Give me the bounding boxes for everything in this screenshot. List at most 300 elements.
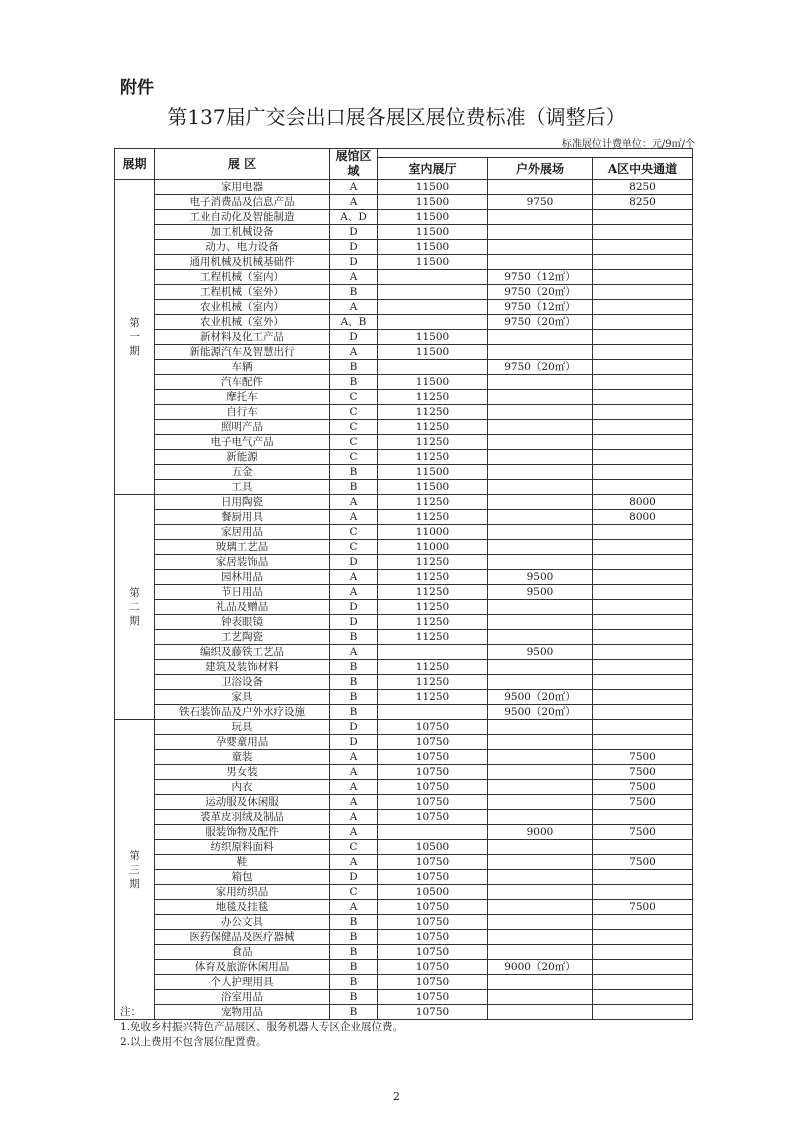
a-channel-fee-cell [593,300,693,315]
outdoor-fee-cell [488,390,593,405]
indoor-fee-cell: 11500 [378,480,488,495]
hall-cell: A [330,780,378,795]
a-channel-fee-cell [593,975,693,990]
zone-cell: 玻璃工艺品 [155,540,330,555]
indoor-fee-cell [378,285,488,300]
indoor-fee-cell: 11250 [378,420,488,435]
a-channel-fee-cell [593,585,693,600]
a-channel-fee-cell [593,360,693,375]
phase-label-char: 第 [129,317,140,329]
hall-cell: A [330,495,378,510]
table-row [115,570,693,585]
phase-label-char: 一 [129,331,140,343]
hall-cell: D [330,735,378,750]
outdoor-fee-cell [488,225,593,240]
a-channel-fee-cell [593,915,693,930]
a-channel-fee-cell [593,210,693,225]
zone-cell: 浴室用品 [155,990,330,1005]
hall-cell: A [330,300,378,315]
indoor-fee-cell: 10750 [378,990,488,1005]
table-row [115,465,693,480]
indoor-fee-cell: 11500 [378,210,488,225]
table-row [115,195,693,210]
a-channel-fee-cell [593,720,693,735]
a-channel-fee-cell: 8250 [593,180,693,195]
hall-cell: D [330,225,378,240]
outdoor-fee-cell [488,345,593,360]
a-channel-fee-cell [593,255,693,270]
outdoor-fee-cell [488,180,593,195]
indoor-fee-cell [378,270,488,285]
hall-cell: B [330,285,378,300]
outdoor-fee-cell [488,330,593,345]
hall-cell: A [330,855,378,870]
outdoor-fee-cell [488,480,593,495]
table-row [115,420,693,435]
outdoor-fee-cell: 9500（20㎡） [488,690,593,705]
indoor-fee-cell: 10750 [378,720,488,735]
hall-cell: B [330,465,378,480]
indoor-fee-cell: 10750 [378,945,488,960]
hall-cell: C [330,420,378,435]
table-row [115,810,693,825]
hall-cell: B [330,705,378,720]
table-row [115,645,693,660]
zone-cell: 建筑及装饰材料 [155,660,330,675]
table-row [115,750,693,765]
a-channel-fee-cell: 7500 [593,750,693,765]
a-channel-fee-cell [593,330,693,345]
a-channel-fee-cell [593,345,693,360]
phase-label [115,495,155,720]
zone-cell: 农业机械（室内） [155,300,330,315]
table-row [115,825,693,840]
outdoor-fee-cell [488,915,593,930]
hall-cell: B [330,480,378,495]
table-row [115,330,693,345]
a-channel-fee-cell [593,285,693,300]
a-channel-fee-cell [593,390,693,405]
table-row [115,555,693,570]
a-channel-fee-cell [593,945,693,960]
zone-cell: 孕婴童用品 [155,735,330,750]
outdoor-fee-cell: 9500 [488,585,593,600]
phase-label-char: 二 [129,601,140,613]
hall-cell: B [330,375,378,390]
indoor-fee-cell: 11250 [378,690,488,705]
a-channel-fee-cell [593,450,693,465]
indoor-fee-cell [378,360,488,375]
outdoor-fee-cell: 9750 [488,195,593,210]
zone-cell: 五金 [155,465,330,480]
indoor-fee-cell: 11500 [378,195,488,210]
zone-cell: 工业自动化及智能制造 [155,210,330,225]
hall-cell: C [330,390,378,405]
hall-cell: B [330,630,378,645]
hall-cell: A [330,750,378,765]
outdoor-fee-cell [488,885,593,900]
hall-cell: A [330,765,378,780]
outdoor-fee-cell [488,975,593,990]
hall-cell: A [330,795,378,810]
indoor-fee-cell: 10750 [378,960,488,975]
zone-cell: 地毯及挂毯 [155,900,330,915]
outdoor-fee-cell [488,675,593,690]
outdoor-fee-cell [488,810,593,825]
a-channel-fee-cell [593,930,693,945]
a-channel-fee-cell [593,990,693,1005]
table-row [115,375,693,390]
a-channel-fee-cell [593,870,693,885]
indoor-fee-cell: 10750 [378,810,488,825]
zone-cell: 节日用品 [155,585,330,600]
outdoor-fee-cell [488,495,593,510]
outdoor-fee-cell: 9500 [488,570,593,585]
zone-cell: 摩托车 [155,390,330,405]
zone-cell: 裘革皮羽绒及制品 [155,810,330,825]
zone-cell: 车辆 [155,360,330,375]
hall-cell: C [330,840,378,855]
outdoor-fee-cell [488,765,593,780]
zone-cell: 电子消费品及信息产品 [155,195,330,210]
table-row [115,600,693,615]
zone-cell: 新能源汽车及智慧出行 [155,345,330,360]
zone-cell: 办公文具 [155,915,330,930]
hall-cell: C [330,540,378,555]
a-channel-fee-cell [593,420,693,435]
table-row [115,795,693,810]
a-channel-fee-cell: 7500 [593,765,693,780]
zone-cell: 通用机械及机械基础件 [155,255,330,270]
zone-cell: 动力、电力设备 [155,240,330,255]
page-title: 第137届广交会出口展各展区展位费标准（调整后） [167,105,626,129]
zone-cell: 体育及旅游休闲用品 [155,960,330,975]
outdoor-fee-cell: 9750（12㎡） [488,270,593,285]
hall-cell: B [330,960,378,975]
attachment-label: 附件 [120,78,154,98]
outdoor-fee-cell [488,855,593,870]
a-channel-fee-cell [593,810,693,825]
indoor-fee-cell: 10750 [378,975,488,990]
table-row [115,855,693,870]
indoor-fee-cell: 10750 [378,735,488,750]
a-channel-fee-cell [593,525,693,540]
indoor-fee-cell: 10750 [378,930,488,945]
a-channel-fee-cell [593,240,693,255]
table-row [115,480,693,495]
zone-cell: 卫浴设备 [155,675,330,690]
outdoor-fee-cell [488,210,593,225]
a-channel-fee-cell [593,735,693,750]
table-row [115,690,693,705]
zone-cell: 玩具 [155,720,330,735]
hall-cell: A [330,585,378,600]
table-row [115,360,693,375]
table-row [115,525,693,540]
notes [120,1005,403,1050]
hall-cell: C [330,885,378,900]
hall-cell: A [330,810,378,825]
indoor-fee-cell: 11250 [378,390,488,405]
table-row [115,585,693,600]
a-channel-fee-cell: 7500 [593,825,693,840]
header-spacer [378,149,693,158]
hall-cell: C [330,450,378,465]
table-row [115,240,693,255]
outdoor-fee-cell [488,510,593,525]
indoor-fee-cell: 10750 [378,750,488,765]
a-channel-fee-cell [593,885,693,900]
indoor-fee-cell: 10750 [378,1005,488,1020]
unit-note: 标准展位计费单位：元/9㎡/个 [561,139,695,150]
outdoor-fee-cell: 9000（20㎡） [488,960,593,975]
header-a-channel: A区中央通道 [593,158,693,180]
hall-cell: B [330,930,378,945]
zone-cell: 工具 [155,480,330,495]
zone-cell: 运动服及休闲服 [155,795,330,810]
outdoor-fee-cell [488,540,593,555]
a-channel-fee-cell [593,540,693,555]
phase-label-char: 第 [129,587,140,599]
phase-label-char: 三 [129,863,140,876]
zone-cell: 自行车 [155,405,330,420]
hall-cell: C [330,525,378,540]
a-channel-fee-cell [593,630,693,645]
a-channel-fee-cell [593,615,693,630]
table-row [115,510,693,525]
outdoor-fee-cell [488,630,593,645]
table-row [115,255,693,270]
indoor-fee-cell: 10500 [378,840,488,855]
zone-cell: 个人护理用具 [155,975,330,990]
zone-cell: 服装饰物及配件 [155,825,330,840]
table-row [115,885,693,900]
table-row [115,930,693,945]
table-row [115,975,693,990]
hall-cell: D [330,870,378,885]
hall-cell: C [330,435,378,450]
zone-cell: 家具 [155,690,330,705]
note-item: 1.免收乡村振兴特色产品展区、服务机器人专区企业展位费。 [120,1021,404,1033]
indoor-fee-cell: 11250 [378,630,488,645]
hall-cell: B [330,975,378,990]
indoor-fee-cell [378,705,488,720]
hall-cell: B [330,660,378,675]
indoor-fee-cell: 11250 [378,675,488,690]
hall-cell: A [330,645,378,660]
outdoor-fee-cell [488,795,593,810]
table-row [115,990,693,1005]
outdoor-fee-cell [488,240,593,255]
table-row [115,345,693,360]
table-row [115,210,693,225]
a-channel-fee-cell [593,705,693,720]
zone-cell: 新能源 [155,450,330,465]
table-row [115,945,693,960]
hall-cell: A [330,825,378,840]
header-zone: 展 区 [155,149,330,180]
hall-cell: B [330,360,378,375]
outdoor-fee-cell [488,945,593,960]
hall-cell: A [330,180,378,195]
a-channel-fee-cell [593,840,693,855]
table-row [115,270,693,285]
outdoor-fee-cell [488,660,593,675]
outdoor-fee-cell [488,720,593,735]
phase-label [115,720,155,1020]
table-row [115,870,693,885]
table-row [115,315,693,330]
zone-cell: 日用陶瓷 [155,495,330,510]
table-row [115,765,693,780]
indoor-fee-cell: 11000 [378,525,488,540]
zone-cell: 钟表眼镜 [155,615,330,630]
hall-cell: D [330,330,378,345]
outdoor-fee-cell [488,900,593,915]
zone-cell: 餐厨用具 [155,510,330,525]
hall-cell: B [330,990,378,1005]
fee-table [114,148,693,1020]
outdoor-fee-cell: 9000 [488,825,593,840]
indoor-fee-cell: 11500 [378,180,488,195]
indoor-fee-cell: 11250 [378,615,488,630]
table-row [115,840,693,855]
a-channel-fee-cell [593,690,693,705]
hall-cell: B [330,690,378,705]
outdoor-fee-cell [488,525,593,540]
table-row [115,900,693,915]
a-channel-fee-cell [593,435,693,450]
a-channel-fee-cell: 8000 [593,495,693,510]
outdoor-fee-cell [488,750,593,765]
table-row [115,225,693,240]
zone-cell: 新材料及化工产品 [155,330,330,345]
indoor-fee-cell [378,825,488,840]
indoor-fee-cell: 11250 [378,660,488,675]
zone-cell: 家用电器 [155,180,330,195]
zone-cell: 工程机械（室外） [155,285,330,300]
a-channel-fee-cell [593,465,693,480]
table-row [115,735,693,750]
indoor-fee-cell: 10750 [378,855,488,870]
table-row [115,450,693,465]
indoor-fee-cell: 11250 [378,495,488,510]
a-channel-fee-cell [593,660,693,675]
hall-cell: B [330,945,378,960]
indoor-fee-cell: 10750 [378,795,488,810]
indoor-fee-cell: 11500 [378,225,488,240]
indoor-fee-cell: 11250 [378,435,488,450]
outdoor-fee-cell [488,600,593,615]
hall-cell: A、D [330,210,378,225]
indoor-fee-cell: 10500 [378,885,488,900]
table-row [115,960,693,975]
zone-cell: 家用纺织品 [155,885,330,900]
hall-cell: B [330,1005,378,1020]
fee-table-body [115,180,693,1020]
indoor-fee-cell: 11250 [378,450,488,465]
outdoor-fee-cell [488,405,593,420]
table-row [115,720,693,735]
indoor-fee-cell: 11250 [378,555,488,570]
outdoor-fee-cell [488,840,593,855]
a-channel-fee-cell [593,405,693,420]
hall-cell: D [330,600,378,615]
indoor-fee-cell: 10750 [378,765,488,780]
phase-label-char: 期 [129,615,140,627]
a-channel-fee-cell [593,375,693,390]
header-indoor: 室内展厅 [378,158,488,180]
a-channel-fee-cell [593,570,693,585]
table-row [115,705,693,720]
outdoor-fee-cell [488,435,593,450]
a-channel-fee-cell [593,645,693,660]
table-row [115,495,693,510]
outdoor-fee-cell: 9750（12㎡） [488,300,593,315]
indoor-fee-cell [378,315,488,330]
zone-cell: 园林用品 [155,570,330,585]
a-channel-fee-cell [593,600,693,615]
table-row [115,615,693,630]
indoor-fee-cell: 10750 [378,915,488,930]
table-row [115,915,693,930]
zone-cell: 照明产品 [155,420,330,435]
indoor-fee-cell: 11250 [378,570,488,585]
outdoor-fee-cell: 9750（20㎡） [488,360,593,375]
hall-cell: A [330,345,378,360]
hall-cell: A [330,270,378,285]
a-channel-fee-cell [593,1005,693,1020]
outdoor-fee-cell [488,255,593,270]
a-channel-fee-cell: 7500 [593,780,693,795]
table-row [115,285,693,300]
zone-cell: 汽车配件 [155,375,330,390]
zone-cell: 内衣 [155,780,330,795]
a-channel-fee-cell: 7500 [593,795,693,810]
phase-label-char: 第 [129,849,140,862]
zone-cell: 男女装 [155,765,330,780]
indoor-fee-cell: 11500 [378,465,488,480]
indoor-fee-cell: 11250 [378,405,488,420]
a-channel-fee-cell [593,270,693,285]
a-channel-fee-cell [593,675,693,690]
outdoor-fee-cell [488,870,593,885]
outdoor-fee-cell [488,990,593,1005]
table-row [115,780,693,795]
zone-cell: 农业机械（室外） [155,315,330,330]
outdoor-fee-cell: 9750（20㎡） [488,315,593,330]
indoor-fee-cell: 11500 [378,330,488,345]
zone-cell: 箱包 [155,870,330,885]
outdoor-fee-cell [488,615,593,630]
indoor-fee-cell: 11250 [378,600,488,615]
zone-cell: 铁石装饰品及户外水疗设施 [155,705,330,720]
zone-cell: 鞋 [155,855,330,870]
hall-cell: A [330,570,378,585]
hall-cell: D [330,615,378,630]
zone-cell: 家居用品 [155,525,330,540]
indoor-fee-cell: 10750 [378,900,488,915]
zone-cell: 工艺陶瓷 [155,630,330,645]
table-row [115,390,693,405]
indoor-fee-cell: 11500 [378,375,488,390]
hall-cell: B [330,915,378,930]
outdoor-fee-cell [488,1005,593,1020]
header-phase: 展期 [115,149,155,180]
hall-cell: A、B [330,315,378,330]
note-item: 2.以上费用不包含展位配置费。 [120,1036,267,1048]
zone-cell: 家居装饰品 [155,555,330,570]
